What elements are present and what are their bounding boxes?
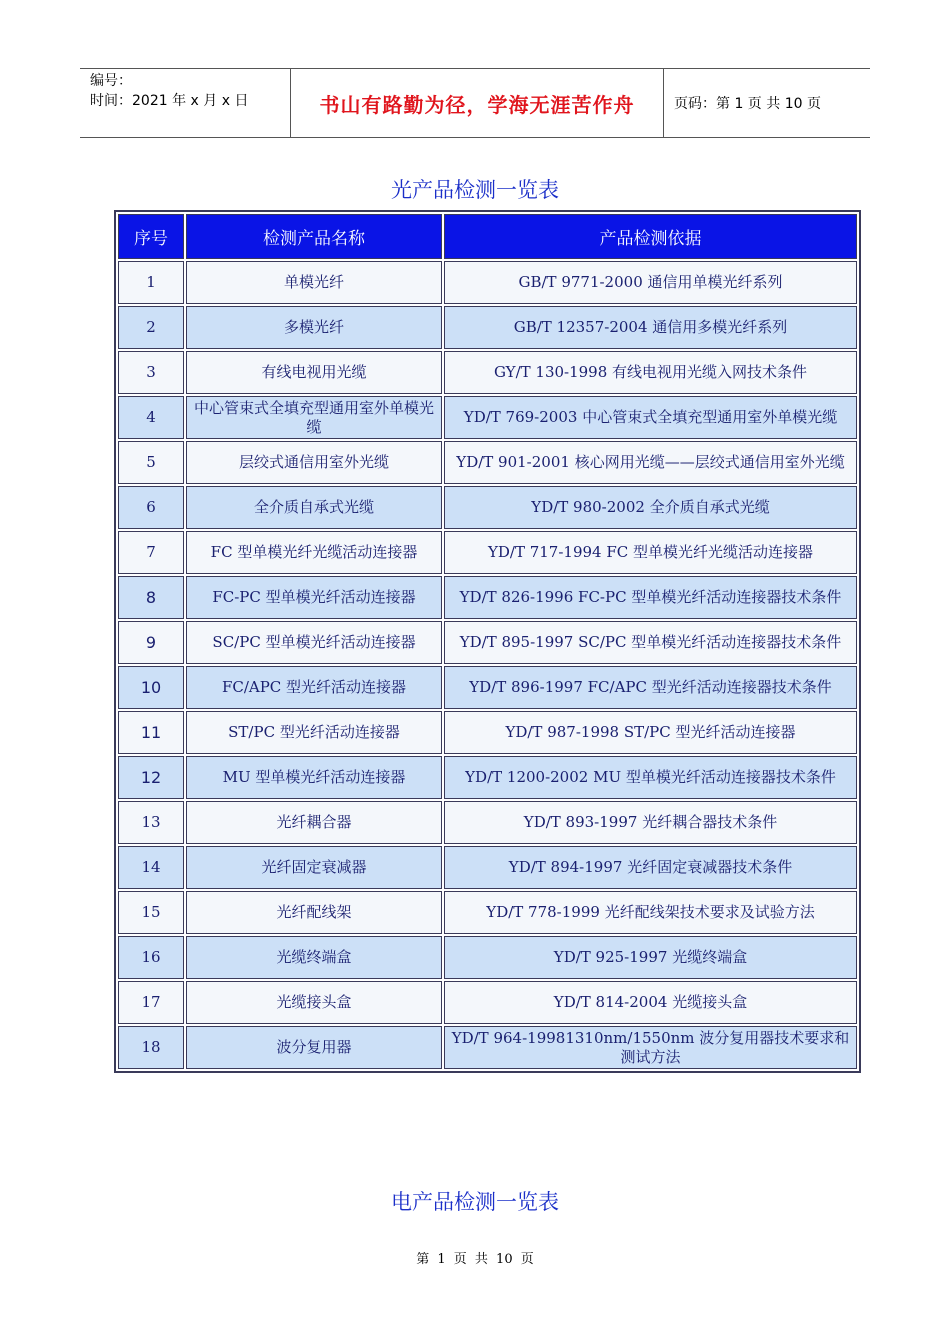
table-row (118, 531, 857, 574)
cell-product-name: 单模光纤 (186, 261, 442, 304)
header-meta (80, 69, 290, 137)
cell-test-basis: YD/T 901-2001 核心网用光缆——层绞式通信用室外光缆 (444, 441, 857, 484)
cell-serial: 2 (118, 306, 184, 349)
cell-product-name: 中心管束式全填充型通用室外单模光缆 (186, 396, 442, 439)
cell-test-basis: YD/T 925-1997 光缆终端盒 (444, 936, 857, 979)
optical-products-table (114, 210, 861, 1073)
section-title-optical: 光产品检测一览表 (391, 178, 559, 202)
header-product-name: 检测产品名称 (186, 214, 442, 259)
section-title-electrical: 电产品检测一览表 (391, 1190, 559, 1214)
page-header (80, 68, 870, 138)
header-test-basis: 产品检测依据 (444, 214, 857, 259)
cell-test-basis: GB/T 9771-2000 通信用单模光纤系列 (444, 261, 857, 304)
table-row (118, 486, 857, 529)
table-row (118, 936, 857, 979)
cell-serial: 18 (118, 1026, 184, 1069)
table-row (118, 261, 857, 304)
table-row (118, 1026, 857, 1069)
cell-product-name: FC 型单模光纤光缆活动连接器 (186, 531, 442, 574)
cell-test-basis: YD/T 980-2002 全介质自承式光缆 (444, 486, 857, 529)
table-row (118, 891, 857, 934)
cell-product-name: 全介质自承式光缆 (186, 486, 442, 529)
cell-serial: 9 (118, 621, 184, 664)
cell-serial: 3 (118, 351, 184, 394)
cell-test-basis: YD/T 814-2004 光缆接头盒 (444, 981, 857, 1024)
cell-serial: 12 (118, 756, 184, 799)
cell-test-basis: YD/T 964-19981310nm/1550nm 波分复用器技术要求和测试方法 (444, 1026, 857, 1069)
table-row (118, 576, 857, 619)
cell-serial: 8 (118, 576, 184, 619)
cell-product-name: FC/APC 型光纤活动连接器 (186, 666, 442, 709)
cell-test-basis: YD/T 717-1994 FC 型单模光纤光缆活动连接器 (444, 531, 857, 574)
table-row (118, 981, 857, 1024)
cell-product-name: 光纤固定衰减器 (186, 846, 442, 889)
cell-serial: 7 (118, 531, 184, 574)
table-row (118, 711, 857, 754)
table-row (118, 756, 857, 799)
cell-serial: 14 (118, 846, 184, 889)
cell-test-basis: YD/T 769-2003 中心管束式全填充型通用室外单模光缆 (444, 396, 857, 439)
cell-test-basis: YD/T 894-1997 光纤固定衰减器技术条件 (444, 846, 857, 889)
cell-product-name: 光缆接头盒 (186, 981, 442, 1024)
table-row (118, 306, 857, 349)
cell-product-name: ST/PC 型光纤活动连接器 (186, 711, 442, 754)
table-row (118, 846, 857, 889)
cell-serial: 16 (118, 936, 184, 979)
cell-product-name: 有线电视用光缆 (186, 351, 442, 394)
cell-test-basis: GY/T 130-1998 有线电视用光缆入网技术条件 (444, 351, 857, 394)
time-label: 时间：2021 年 x 月 x 日 (90, 93, 249, 109)
cell-serial: 17 (118, 981, 184, 1024)
cell-serial: 5 (118, 441, 184, 484)
cell-product-name: MU 型单模光纤活动连接器 (186, 756, 442, 799)
table-row (118, 396, 857, 439)
table-row (118, 441, 857, 484)
cell-test-basis: YD/T 895-1997 SC/PC 型单模光纤活动连接器技术条件 (444, 621, 857, 664)
cell-product-name: 光纤配线架 (186, 891, 442, 934)
table-row (118, 621, 857, 664)
cell-product-name: 光缆终端盒 (186, 936, 442, 979)
table-row (118, 351, 857, 394)
cell-serial: 13 (118, 801, 184, 844)
header-motto: 书山有路勤为径，学海无涯苦作舟 (290, 69, 664, 137)
cell-product-name: SC/PC 型单模光纤活动连接器 (186, 621, 442, 664)
cell-test-basis: YD/T 826-1996 FC-PC 型单模光纤活动连接器技术条件 (444, 576, 857, 619)
cell-test-basis: YD/T 1200-2002 MU 型单模光纤活动连接器技术条件 (444, 756, 857, 799)
cell-product-name: 层绞式通信用室外光缆 (186, 441, 442, 484)
cell-serial: 1 (118, 261, 184, 304)
cell-serial: 4 (118, 396, 184, 439)
cell-serial: 11 (118, 711, 184, 754)
header-serial: 序号 (118, 214, 184, 259)
cell-serial: 10 (118, 666, 184, 709)
table-row (118, 666, 857, 709)
cell-test-basis: YD/T 778-1999 光纤配线架技术要求及试验方法 (444, 891, 857, 934)
cell-test-basis: YD/T 987-1998 ST/PC 型光纤活动连接器 (444, 711, 857, 754)
code-label: 编号： (90, 73, 132, 89)
cell-serial: 15 (118, 891, 184, 934)
table-row (118, 801, 857, 844)
cell-test-basis: GB/T 12357-2004 通信用多模光纤系列 (444, 306, 857, 349)
page-footer: 第 1 页 共 10 页 (416, 1252, 534, 1267)
cell-product-name: 多模光纤 (186, 306, 442, 349)
cell-test-basis: YD/T 893-1997 光纤耦合器技术条件 (444, 801, 857, 844)
header-page-info: 页码：第 1 页 共 10 页 (674, 96, 821, 112)
cell-serial: 6 (118, 486, 184, 529)
cell-test-basis: YD/T 896-1997 FC/APC 型光纤活动连接器技术条件 (444, 666, 857, 709)
cell-product-name: FC-PC 型单模光纤活动连接器 (186, 576, 442, 619)
table-header-row (118, 214, 857, 259)
cell-product-name: 波分复用器 (186, 1026, 442, 1069)
cell-product-name: 光纤耦合器 (186, 801, 442, 844)
